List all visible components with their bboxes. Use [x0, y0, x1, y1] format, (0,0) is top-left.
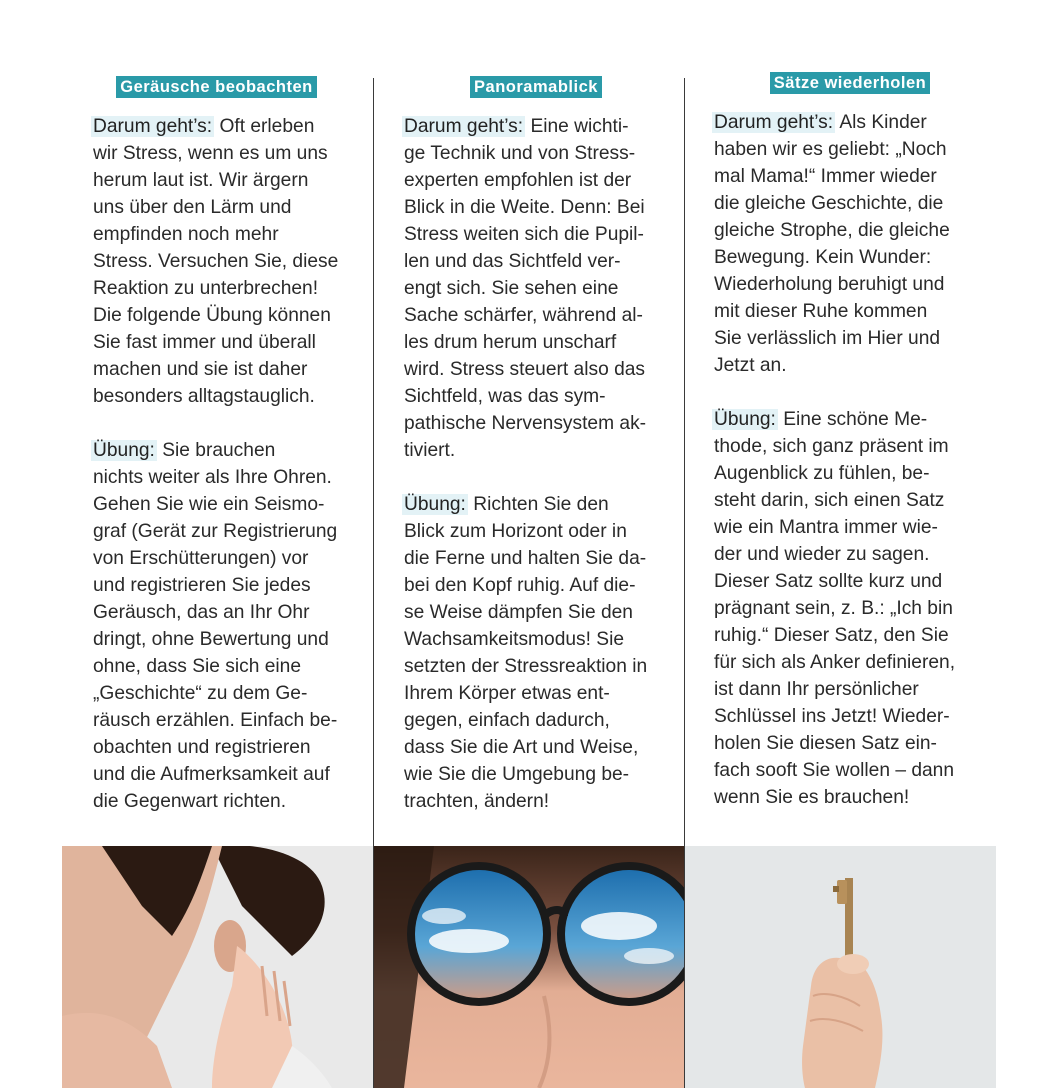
intro-paragraph — [714, 109, 986, 379]
section-heading: Panoramablick — [470, 76, 602, 98]
exercise-label: Übung: — [93, 440, 155, 461]
section-heading: Sätze wiederholen — [770, 72, 930, 94]
intro-paragraph — [404, 113, 676, 464]
intro-text: Als Kinder haben wir es geliebt: „Noch mal Mama!“ Immer wieder die gleiche Geschichte, die gleiche Strophe, die gleiche Bewegung. Kein Wunder: Wiederholung beruhigt und mit dieser Ruhe kommen Sie verlässlich im Hier und Jetzt an. — [714, 112, 950, 376]
intro-text: Oft erleben wir Stress, wenn es um uns herum laut ist. Wir ärgern uns über den Lärm und empfinden noch mehr Stress. Versuchen Sie, diese Reaktion zu unterbrechen! Die folgende Übung können Sie fast immer und überall machen und sie ist daher besonders alltagstauglich. — [93, 116, 339, 407]
photo-woman-listening-illustration — [62, 846, 373, 1088]
exercise-text: Sie brauchen nichts weiter als Ihre Ohren. Gehen Sie wie ein Seismo- graf (Gerät zur Registrierung von Erschütterungen) vor und registrieren Sie jedes Geräusch, das an Ihr Ohr dringt, ohne Bewertung und ohne, dass Sie sich eine „Geschichte“ zu dem Ge- räusch erzählen. Einfach be- obachten und registrieren und die Aufmerksamkeit auf die Gegenwart richten. — [93, 440, 338, 812]
exercise-text: Eine schöne Me- thode, sich ganz präsent im Augenblick zu fühlen, be- steht darin, sich einen Satz wie ein Mantra immer wie- der und wieder zu sagen. Dieser Satz sollte kurz und prägnant sein, z. B.: „Ich bin ruhig.“ Dieser Satz, den Sie für sich als Anker definieren, ist dann Ihr persönlicher Schlüssel ins Jetzt! Wieder- holen Sie diesen Satz ein- fach sooft Sie wollen – dann wenn Sie es brauchen! — [714, 409, 956, 808]
column-saetze-wiederholen — [714, 72, 986, 811]
section-heading: Geräusche beobachten — [116, 76, 316, 98]
photo-sunglasses-illustration — [374, 846, 684, 1088]
exercise-paragraph — [404, 491, 676, 815]
intro-label: Darum geht’s: — [93, 116, 213, 137]
column-panoramablick — [404, 76, 676, 815]
intro-text: Eine wichti- ge Technik und von Stress- experten empfohlen ist der Blick in die Weite. Denn: Bei Stress weiten sich die Pupil- len und das Sichtfeld ver- engt sich. Sie sehen eine Sache schärfer, während al- les drum herum unscharf wird. Stress steuert also das Sichtfeld, was das sym- pathische Nervensystem ak- tiviert. — [404, 116, 647, 461]
exercise-label: Übung: — [714, 409, 776, 430]
column-geraeusche — [93, 76, 365, 815]
intro-paragraph — [93, 113, 365, 410]
exercise-paragraph — [714, 406, 986, 811]
photo-hand-key — [685, 846, 996, 1088]
intro-label: Darum geht’s: — [404, 116, 524, 137]
intro-label: Darum geht’s: — [714, 112, 834, 133]
section-heading-wrap — [396, 76, 676, 98]
section-heading-wrap — [714, 72, 986, 94]
section-heading-wrap — [68, 76, 365, 98]
photo-hand-key-illustration — [685, 846, 996, 1088]
exercise-paragraph — [93, 437, 365, 815]
photo-woman-listening — [62, 846, 373, 1088]
photo-sunglasses — [374, 846, 684, 1088]
exercise-text: Richten Sie den Blick zum Horizont oder in die Ferne und halten Sie da- bei den Kopf ruhig. Auf die- se Weise dämpfen Sie den Wachsamkeitsmodus! Sie setzten der Stressreaktion in Ihrem Körper etwas ent- gegen, einfach dadurch, dass Sie die Art und Weise, wie Sie die Umgebung be- trachten, ändern! — [404, 494, 648, 812]
exercise-label: Übung: — [404, 494, 466, 515]
